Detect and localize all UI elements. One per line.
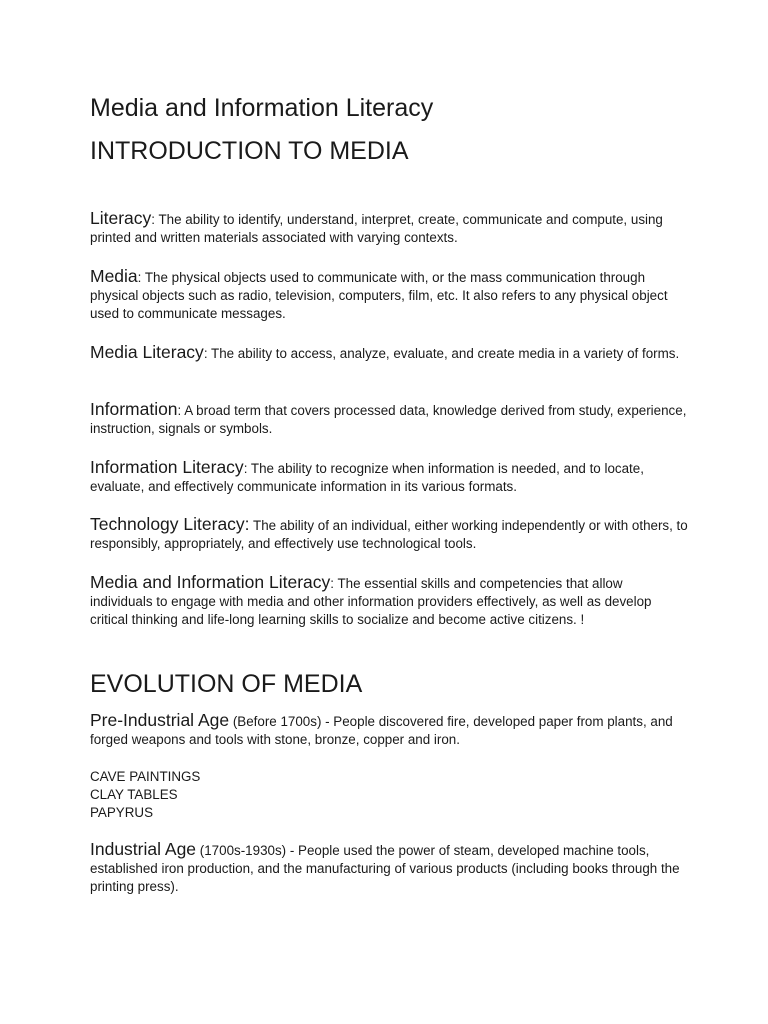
definition-text: : The ability to recognize when information is needed, and to locate, evaluate, and effectively communicate information in its various formats.	[90, 461, 644, 494]
definition-media-and-information-literacy	[90, 573, 688, 629]
list-item: PAPYRUS	[90, 805, 154, 820]
definition-text: : The ability to identify, understand, interpret, create, communicate and compute, using printed and written materials associated with varying contexts.	[90, 212, 663, 245]
definition-information-literacy	[90, 458, 688, 496]
definition-media-literacy	[90, 343, 688, 363]
list-item: CLAY TABLES	[90, 787, 178, 802]
era-text: (Before 1700s) - People discovered fire, developed paper from plants, and forged weapons and tools with stone, bronze, copper and iron.	[90, 714, 673, 747]
definition-text: : A broad term that covers processed data, knowledge derived from study, experience, instruction, signals or symbols.	[90, 403, 687, 436]
definition-term: Media Literacy	[90, 342, 204, 362]
intro-heading: INTRODUCTION TO MEDIA	[90, 137, 409, 165]
definition-term: Media and Information Literacy	[90, 572, 331, 592]
definition-term: Information Literacy	[90, 457, 244, 477]
definition-literacy	[90, 209, 688, 247]
definition-technology-literacy	[90, 515, 688, 553]
definition-term: Media	[90, 266, 138, 286]
pre-industrial-examples-list	[90, 768, 200, 822]
document-title: Media and Information Literacy	[90, 94, 434, 122]
definition-term: Information	[90, 399, 178, 419]
era-name: Industrial Age	[90, 839, 197, 859]
definition-term: Literacy	[90, 208, 152, 228]
definition-text: : The essential skills and competencies that allow individuals to engage with media and other information providers effectively, as well as develop critical thinking and life-long learning skills to socialize and become active citizens. !	[90, 576, 652, 627]
era-text: (1700s-1930s) - People used the power of steam, developed machine tools, established iron production, and the manufacturing of various products (including books through the printing press).	[90, 843, 680, 894]
era-industrial	[90, 840, 688, 896]
definition-information	[90, 400, 688, 438]
definition-term: Technology Literacy:	[90, 514, 250, 534]
list-item: CAVE PAINTINGS	[90, 769, 201, 784]
era-name: Pre-Industrial Age	[90, 710, 230, 730]
definition-text: : The physical objects used to communicate with, or the mass communication through physical objects such as radio, television, computers, film, etc. It also refers to any physical object used to communicate messages.	[90, 270, 668, 321]
definition-text: : The ability to access, analyze, evaluate, and create media in a variety of forms.	[203, 346, 680, 361]
definition-media	[90, 267, 688, 323]
evolution-heading: EVOLUTION OF MEDIA	[90, 670, 363, 698]
definition-text: The ability of an individual, either working independently or with others, to responsibly, appropriately, and effectively use technological tools.	[90, 518, 688, 551]
era-pre-industrial	[90, 711, 688, 749]
